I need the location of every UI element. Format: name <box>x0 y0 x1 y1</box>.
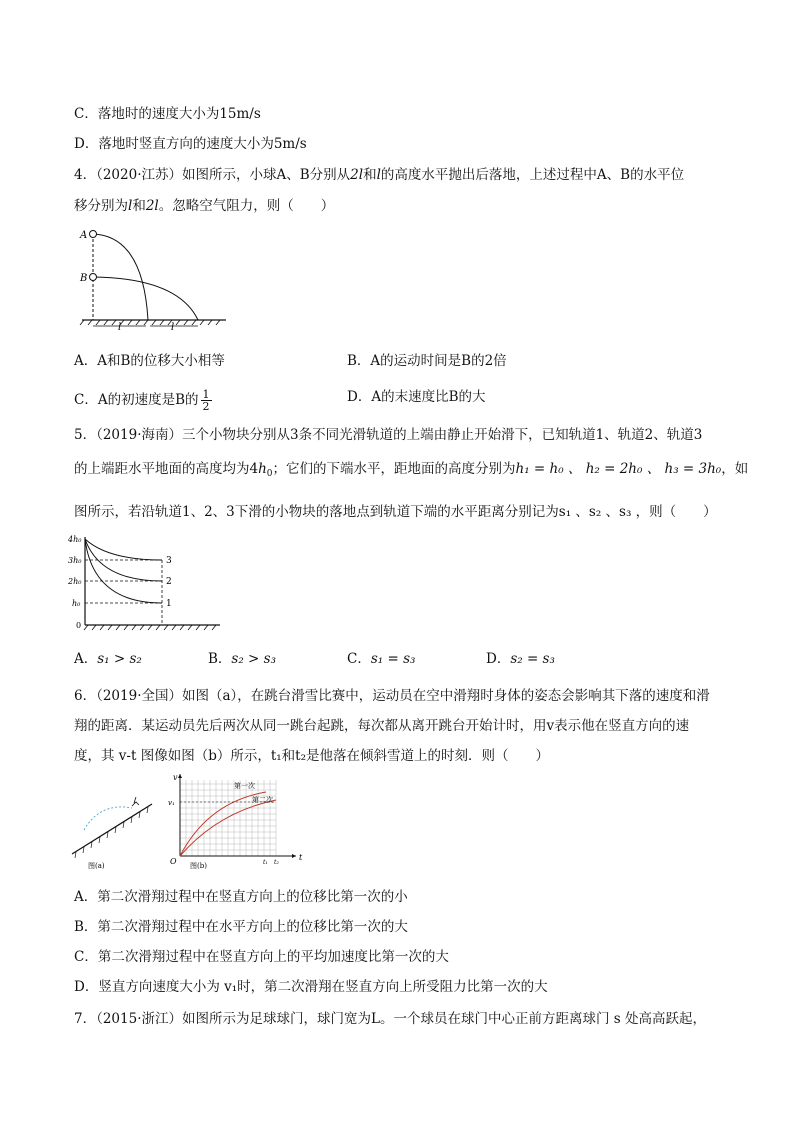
q4-ground-hatch <box>80 320 220 325</box>
q5-track-1 <box>85 539 162 603</box>
q5-option-c: C．s₁ = s₃ <box>347 651 416 667</box>
q6-option-a: A．第二次滑翔过程中在竖直方向上的位移比第一次的小 <box>74 889 408 905</box>
q3-option-c: C．落地时的速度大小为15m/s <box>74 106 261 122</box>
q6-curve1-label: 第一次 <box>234 782 255 790</box>
q6-figure-a <box>70 790 160 870</box>
q5-y-4h0: 4h₀ <box>68 535 82 544</box>
q6-option-b: B．第二次滑翔过程中在水平方向上的位移比第一次的大 <box>74 919 408 935</box>
q5-track-label-3: 3 <box>166 556 172 566</box>
q6-option-c: C．第二次滑翔过程中在竖直方向上的平均加速度比第一次的大 <box>74 949 449 965</box>
q5-track-3 <box>85 539 162 560</box>
q5-option-d: D．s₂ = s₃ <box>486 651 555 667</box>
q5-y-h0: h₀ <box>72 599 81 608</box>
q4-option-b: B．A的运动时间是B的2倍 <box>347 353 507 369</box>
q3-option-d: D．落地时竖直方向的速度大小为5m/s <box>74 136 307 152</box>
q6-label-origin: O <box>170 857 177 866</box>
q6-curve2-label: 第二次 <box>252 796 273 804</box>
q6-jump-arc <box>84 807 132 830</box>
q6-label-t1: t₁ <box>263 859 268 866</box>
q4-projectile-figure <box>78 226 228 336</box>
q5-track-label-1: 1 <box>166 599 172 609</box>
q4-ball-b <box>90 274 97 281</box>
q5-y-3h0: 3h₀ <box>68 556 82 565</box>
q6-option-d: D．竖直方向速度大小为 v₁时，第二次滑翔在竖直方向上所受阻力比第一次的大 <box>74 979 548 995</box>
q4-ball-a <box>90 231 97 238</box>
q6-caption-a: 图(a) <box>88 862 105 870</box>
q5-stem-line1: 5．（2019·海南）三个小物块分别从3条不同光滑轨道的上端由静止开始滑下，已知轨道1、轨道2、轨道3 <box>74 427 703 443</box>
q4-label-l2: l <box>171 322 175 333</box>
q4-label-a: A <box>80 230 88 241</box>
q4-label-l1: l <box>118 322 122 333</box>
q6-label-t2: t₂ <box>274 859 279 866</box>
q6-stem-line1: 6．（2019·全国）如图（a），在跳台滑雪比赛中，运动员在空中滑翔时身体的姿态会影响其下落的速度和滑 <box>74 688 710 704</box>
q5-stem-line3: 图所示，若沿轨道1、2、3下滑的小物块的落地点到轨道下端的水平距离分别记为s₁ 、s₂ 、s₃ ，则（ ） <box>74 504 717 520</box>
q5-track-figure <box>68 533 228 633</box>
q5-option-b: B．s₂ > s₃ <box>208 651 276 667</box>
q7-stem-line1: 7．（2015·浙江）如图所示为足球球门，球门宽为L。一个球员在球门中心正前方距离球门 s 处高高跃起， <box>74 1011 706 1027</box>
q6-caption-b: 图(b) <box>190 862 207 870</box>
q4-stem-line1: 4．（2020·江苏）如图所示，小球A、B分别从2l和l的高度水平抛出后落地，上述过程中A、B的水平位 <box>74 167 685 183</box>
q6-stem-line3: 度，其 v-t 图像如图（b）所示，t₁和t₂是他落在倾斜雪道上的时刻．则（ ） <box>74 748 550 764</box>
q6-label-v1: v₁ <box>168 799 175 807</box>
q6-figure-b <box>168 772 318 872</box>
q4-option-a: A．A和B的位移大小相等 <box>74 353 225 369</box>
q4-fraction-half: $\frac{1}{2}$ <box>202 388 210 413</box>
q4-option-d: D．A的末速度比B的大 <box>347 389 486 405</box>
q5-y-0: 0 <box>76 621 82 630</box>
q4-label-b: B <box>80 273 88 284</box>
q5-y-2h0: 2h₀ <box>68 577 82 586</box>
q6-label-t: t <box>299 853 303 862</box>
q4-option-c: C．A的初速度是B的 $\frac{1}{2}$ <box>74 388 210 413</box>
q4-stem-line2: 移分别为l和2l。忽略空气阻力，则（ ） <box>74 198 335 214</box>
q5-stem-line2: 的上端距水平地面的高度均为$4h_0$；它们的下端水平，距地面的高度分别为h₁ = h₀ 、 h₂ = 2h₀ 、 h₃ = 3h₀，如 <box>74 461 749 479</box>
q5-option-a: A．s₁ > s₂ <box>74 651 142 667</box>
q6-skier-icon <box>132 797 139 806</box>
q6-stem-line2: 翔的距离．某运动员先后两次从同一跳台起跳，每次都从离开跳台开始计时，用v表示他在竖直方向的速 <box>74 718 690 734</box>
q5-track-label-2: 2 <box>166 577 172 587</box>
q6-label-v: v <box>173 773 178 782</box>
